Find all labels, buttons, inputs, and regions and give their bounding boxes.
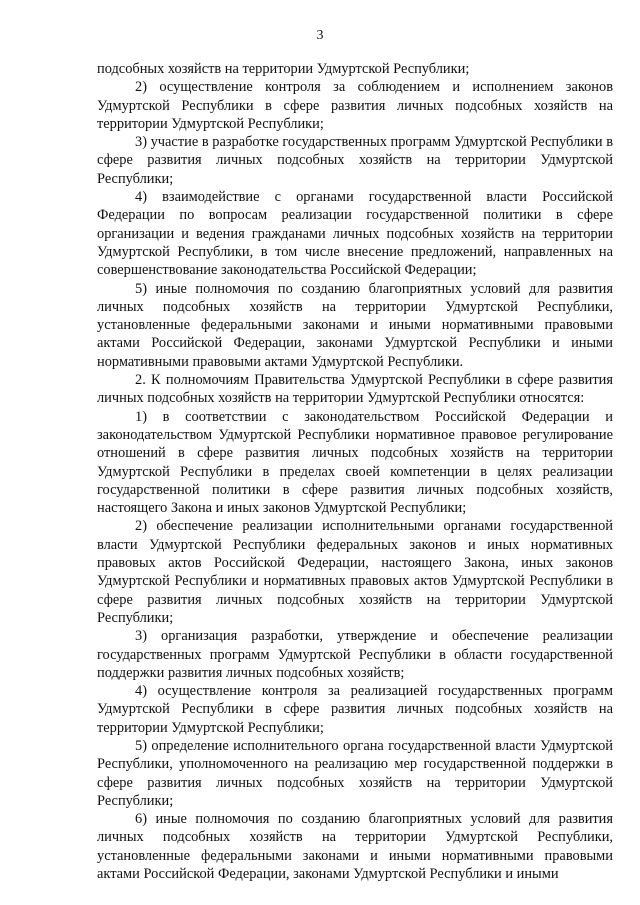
paragraph-section-2: 2. К полномочиям Правительства Удмуртской Республики в сфере развития личных подсобных хозяйств на территории Удмуртской Республики относятся: xyxy=(97,372,613,407)
paragraph-section-2-item-1: 1) в соответствии с законодательством Российской Федерации и законодательством Удмуртской Республики нормативное правовое регулирование отношений в сфере развития личных подсобных хозяйств на территории Удмуртской Республики в пределах своей компетенции в целях реализации государственной политики в сфере развития личных подсобных хозяйств, настоящего Закона и иных законов Удмуртской Республики; xyxy=(97,408,613,517)
paragraph-section-2-item-6: 6) иные полномочия по созданию благоприятных условий для развития личных подсобных хозяйств на территории Удмуртской Республики, установленные федеральными законами и иными нормативными правовыми актами Российской Федерации, законами Удмуртской Республики и иными xyxy=(97,811,613,883)
paragraph-section-2-item-5: 5) определение исполнительного органа государственной власти Удмуртской Республики, уполномоченного на реализацию мер государственной поддержки в сфере развития личных подсобных хозяйств на территории Удмуртской Республики; xyxy=(97,737,613,809)
paragraph-continuation: подсобных хозяйств на территории Удмуртской Республики; xyxy=(97,61,470,77)
paragraph-item-3: 3) участие в разработке государственных программ Удмуртской Республики в сфере развития личных подсобных хозяйств на территории Удмуртской Республики; xyxy=(97,134,613,187)
paragraph-item-5: 5) иные полномочия по созданию благоприятных условий для развития личных подсобных хозяйств на территории Удмуртской Республики, установленные федеральными законами и иными нормативными правовыми актами Российской Федерации, законами Удмуртской Республики и иными нормативными правовыми актами Удмуртской Республики. xyxy=(97,280,613,370)
paragraph-item-4: 4) взаимодействие с органами государственной власти Российской Федерации по вопросам реализации государственной политики в сфере организации и ведения гражданами личных подсобных хозяйств на территории Удмуртской Республики, в том числе внесение предложений, направленных на совершенствование законодательства Российской Федерации; xyxy=(97,189,613,279)
paragraph-item-2: 2) осуществление контроля за соблюдением и исполнением законов Удмуртской Республики в сфере развития личных подсобных хозяйств на территории Удмуртской Республики; xyxy=(97,79,613,132)
paragraph-section-2-item-2: 2) обеспечение реализации исполнительными органами государственной власти Удмуртской Республики федеральных законов и иных нормативных правовых актов Российской Федерации, настоящего Закона, иных законов Удмуртской Республики и нормативных правовых актов Удмуртской Республики в сфере развития личных подсобных хозяйств на территории Удмуртской Республики; xyxy=(97,518,613,626)
paragraph-section-2-item-3: 3) организация разработки, утверждение и обеспечение реализации государственных программ Удмуртской Республики в области государственной поддержки развития личных подсобных хозяйств; xyxy=(97,628,613,681)
document-body xyxy=(97,60,613,883)
page-number: 3 xyxy=(316,28,324,43)
paragraph-section-2-item-4: 4) осуществление контроля за реализацией государственных программ Удмуртской Республики в сфере развития личных подсобных хозяйств на территории Удмуртской Республики; xyxy=(97,683,613,736)
